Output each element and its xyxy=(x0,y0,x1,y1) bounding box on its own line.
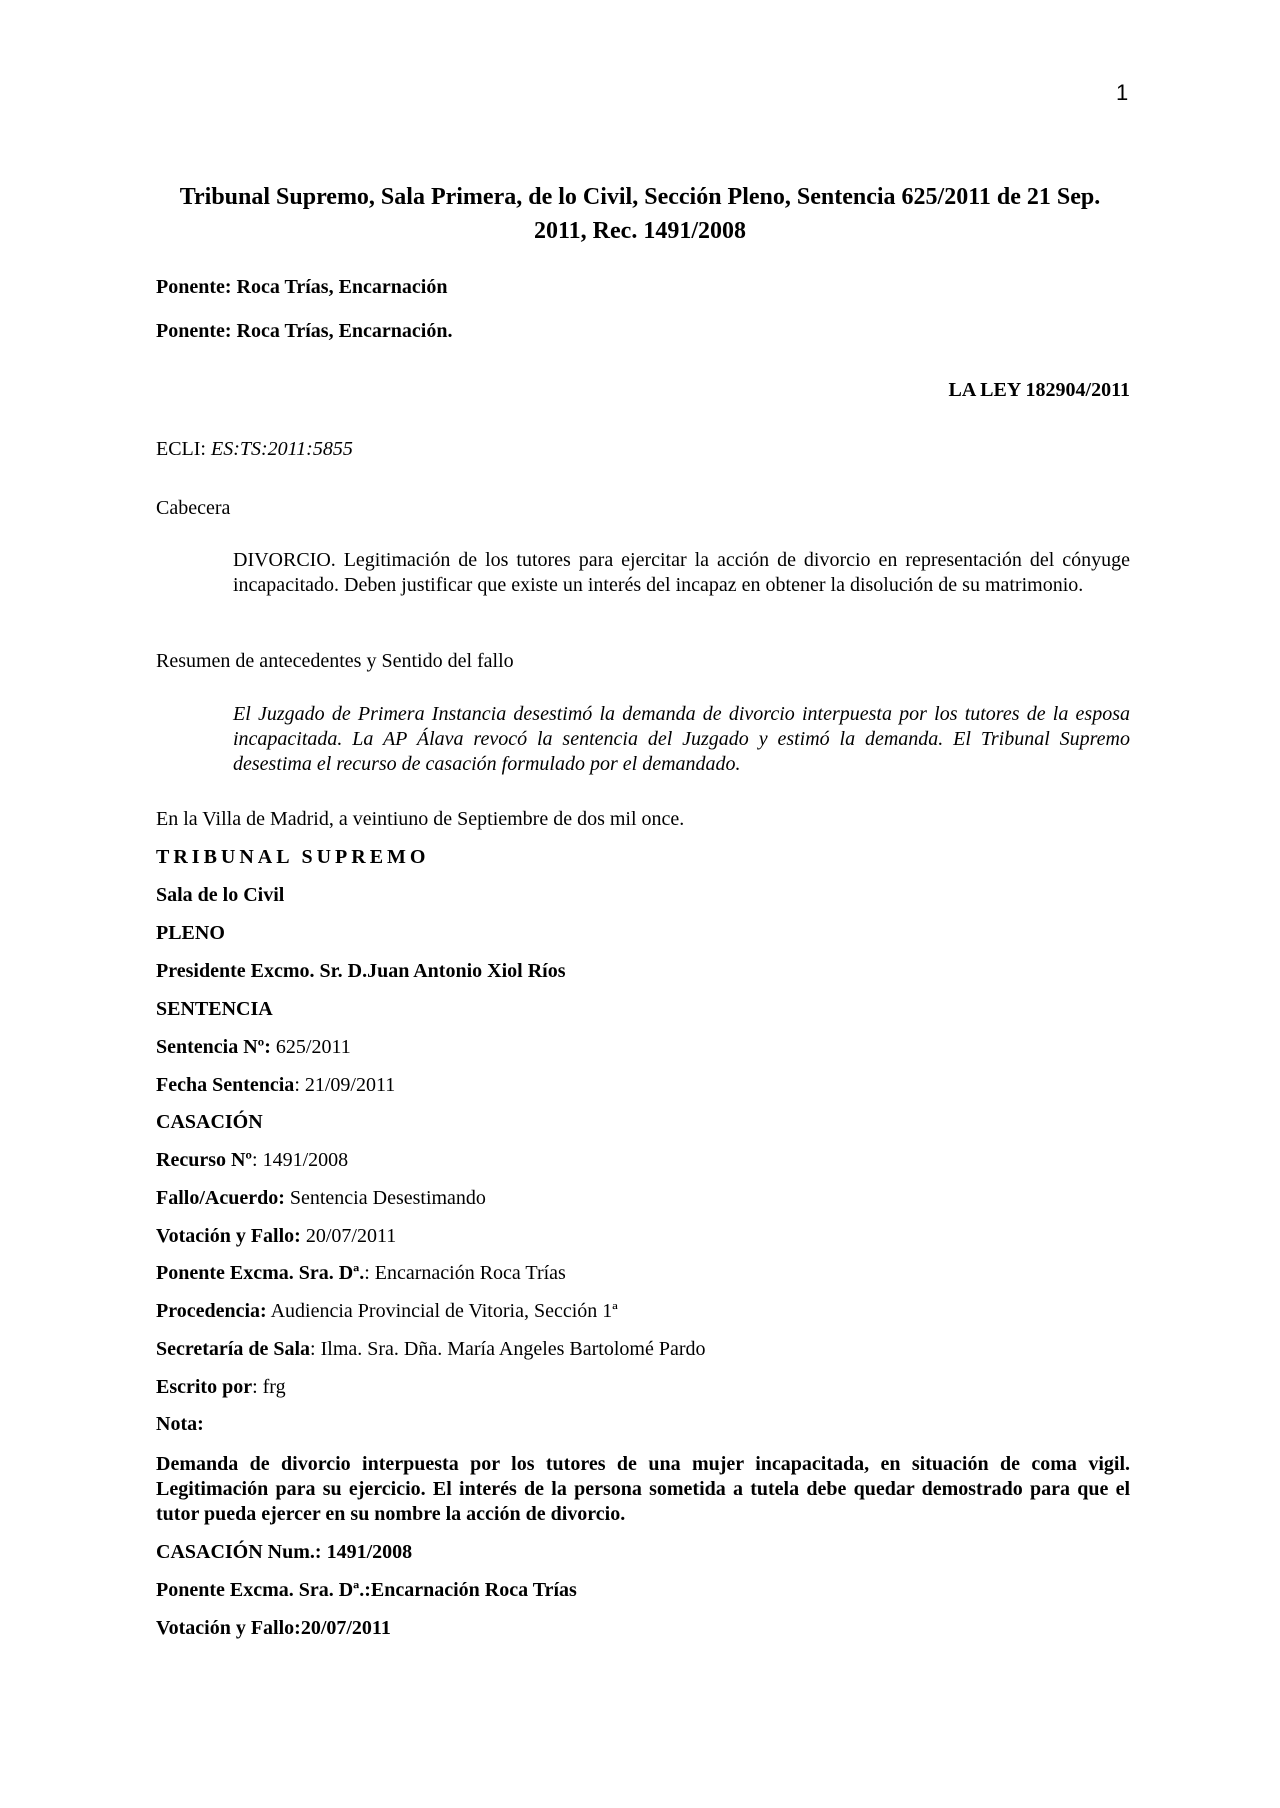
field-fallo-acuerdo xyxy=(156,1187,486,1210)
page-number: 1 xyxy=(1116,80,1129,105)
cabecera-label: Cabecera xyxy=(156,497,231,519)
field-label: Sentencia Nº: xyxy=(156,1036,271,1058)
cabecera-text: DIVORCIO. Legitimación de los tutores para ejercitar la acción de divorcio en representación del cónyuge incapacitado. Deben justificar que existe un interés del incapaz en obtener la disolución de su matrimonio. xyxy=(233,549,1130,596)
sala-heading: Sala de lo Civil xyxy=(156,884,285,906)
ecli-value: ES:TS:2011:5855 xyxy=(211,438,353,460)
nota-text: Demanda de divorcio interpuesta por los tutores de una mujer incapacitada, en situación de coma vigil. Legitimación para su ejercicio. El interés de la persona sometida a tutela debe quedar demostrado para que el tutor pueda ejercer en su nombre la acción de divorcio. xyxy=(156,1453,1130,1525)
field-label: Fallo/Acuerdo: xyxy=(156,1187,285,1209)
field-escrito-por xyxy=(156,1376,286,1399)
field-value: : 1491/2008 xyxy=(252,1149,349,1171)
field-label: Ponente Excma. Sra. Dª. xyxy=(156,1262,365,1284)
ponente-line-3: Ponente Excma. Sra. Dª.:Encarnación Roca Trías xyxy=(156,1579,577,1601)
field-value: : frg xyxy=(252,1376,286,1398)
field-votacion xyxy=(156,1225,396,1248)
field-value: : Encarnación Roca Trías xyxy=(364,1262,566,1284)
villa-line: En la Villa de Madrid, a veintiuno de Septiembre de dos mil once. xyxy=(156,808,685,830)
field-label: Fecha Sentencia xyxy=(156,1074,295,1096)
votacion-final: Votación y Fallo:20/07/2011 xyxy=(156,1617,391,1639)
presidente-line: Presidente Excmo. Sr. D.Juan Antonio Xiol Ríos xyxy=(156,960,566,982)
resumen-label: Resumen de antecedentes y Sentido del fallo xyxy=(156,650,514,672)
casacion-num: CASACIÓN Num.: 1491/2008 xyxy=(156,1541,413,1563)
field-label: Procedencia: xyxy=(156,1300,267,1322)
tribunal-heading: TRIBUNAL SUPREMO xyxy=(156,846,430,868)
field-label: Escrito por xyxy=(156,1376,253,1398)
field-value: Sentencia Desestimando xyxy=(284,1187,486,1209)
field-value: 625/2011 xyxy=(270,1036,351,1058)
casacion-heading: CASACIÓN xyxy=(156,1111,263,1133)
ponente-line-1: Ponente: Roca Trías, Encarnación xyxy=(156,276,448,298)
pleno-heading: PLENO xyxy=(156,922,225,944)
field-value: 20/07/2011 xyxy=(300,1225,397,1247)
field-sentencia-num xyxy=(156,1036,351,1059)
ecli-label: ECLI: xyxy=(156,438,211,460)
ecli-line xyxy=(156,438,353,461)
field-procedencia xyxy=(156,1300,618,1323)
field-value: : 21/09/2011 xyxy=(294,1074,396,1096)
ponente-line-2: Ponente: Roca Trías, Encarnación. xyxy=(156,320,453,342)
field-label: Recurso Nº xyxy=(156,1149,253,1171)
document-title: Tribunal Supremo, Sala Primera, de lo Civil, Sección Pleno, Sentencia 625/2011 de 21 Sep. 2011, Rec. 1491/2008 xyxy=(179,184,1101,244)
field-label: Secretaría de Sala xyxy=(156,1338,311,1360)
field-fecha-sentencia xyxy=(156,1074,395,1097)
nota-label: Nota: xyxy=(156,1413,204,1435)
field-value: Audiencia Provincial de Vitoria, Sección 1ª xyxy=(266,1300,618,1322)
resumen-text: El Juzgado de Primera Instancia desestimó la demanda de divorcio interpuesta por los tutores de la esposa incapacitada. La AP Álava revocó la sentencia del Juzgado y estimó la demanda. El Tribunal Supremo desestima el recurso de casación formulado por el demandado. xyxy=(233,703,1130,775)
field-label: Votación y Fallo: xyxy=(156,1225,301,1247)
field-recurso xyxy=(156,1149,348,1172)
field-value: : Ilma. Sra. Dña. María Angeles Bartolomé Pardo xyxy=(310,1338,706,1360)
la-ley-reference: LA LEY 182904/2011 xyxy=(948,379,1130,401)
field-ponente xyxy=(156,1262,566,1285)
field-secretaria xyxy=(156,1338,706,1361)
sentencia-heading: SENTENCIA xyxy=(156,998,273,1020)
